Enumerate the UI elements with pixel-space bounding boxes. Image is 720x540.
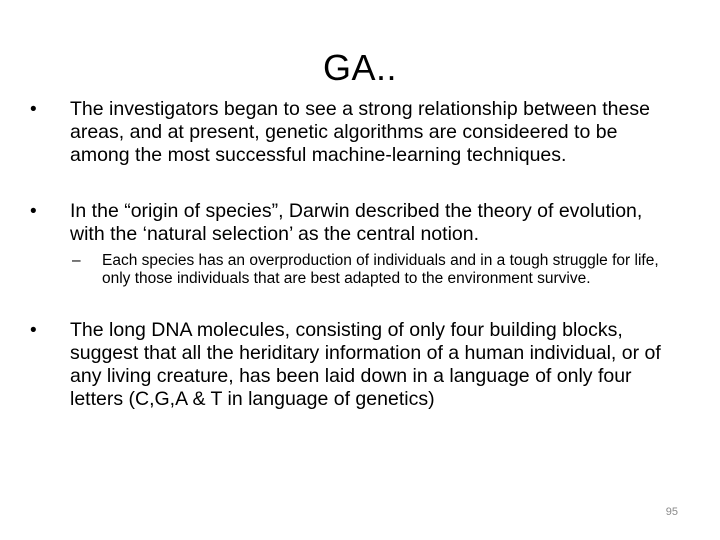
bullet-text-2: In the “origin of species”, Darwin described the theory of evolution, with the ‘natural selection’ as the central notion. xyxy=(70,200,643,245)
bullet-item-2 xyxy=(30,200,680,246)
bullet-text-1: The investigators began to see a strong relationship between these areas, and at present, genetic algorithms are consideered to be among the most successful machine-learning techniques. xyxy=(70,98,650,166)
slide-title: GA.. xyxy=(322,47,398,88)
bullet-list xyxy=(30,98,680,411)
sub-bullet-text: Each species has an overproduction of individuals and in a tough struggle for life, only those individuals that are best adapted to the environment survive. xyxy=(102,252,659,287)
bullet-dot-icon: • xyxy=(30,99,37,120)
bullet-item-1 xyxy=(30,98,680,167)
page-number: 95 xyxy=(665,506,678,518)
bullet-dot-icon: • xyxy=(30,201,37,222)
dash-icon: – xyxy=(72,252,81,269)
bullet-text-3: The long DNA molecules, consisting of only four building blocks, suggest that all the heriditary information of a human individual, or of any living creature, has been laid down in a language of only four letters (C,G,A & T in language of genetics) xyxy=(70,319,661,410)
bullet-dot-icon: • xyxy=(30,320,37,341)
sub-bullet-item xyxy=(30,252,680,288)
bullet-item-3 xyxy=(30,319,680,411)
